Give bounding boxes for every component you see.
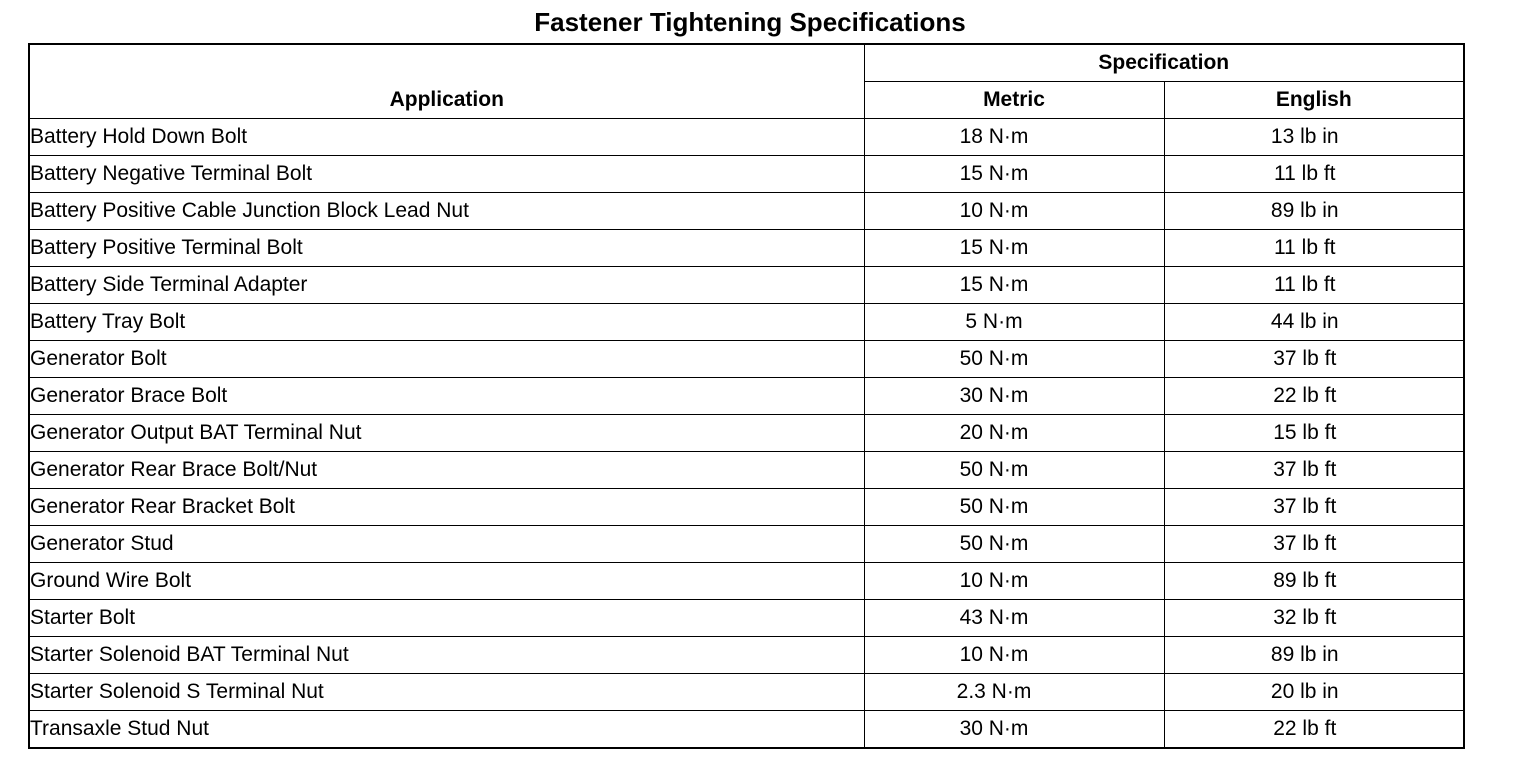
application-column-header: Application [29, 44, 864, 119]
table-body [29, 119, 1464, 749]
table-row [29, 267, 1464, 304]
application-cell: Starter Solenoid BAT Terminal Nut [29, 637, 864, 674]
metric-value-cell: 5 N·m [864, 304, 1164, 341]
metric-value-cell: 30 N·m [864, 711, 1164, 749]
table-row [29, 230, 1464, 267]
english-value-cell: 11 lb ft [1164, 156, 1464, 193]
english-value-cell: 89 lb in [1164, 193, 1464, 230]
english-value-cell: 44 lb in [1164, 304, 1464, 341]
metric-value-cell: 43 N·m [864, 600, 1164, 637]
table-row [29, 156, 1464, 193]
metric-value-cell: 50 N·m [864, 489, 1164, 526]
fastener-spec-table [28, 43, 1465, 749]
table-row [29, 563, 1464, 600]
english-value-cell: 22 lb ft [1164, 711, 1464, 749]
application-cell: Generator Stud [29, 526, 864, 563]
metric-value-cell: 15 N·m [864, 230, 1164, 267]
table-row [29, 600, 1464, 637]
application-cell: Battery Positive Cable Junction Block Lead Nut [29, 193, 864, 230]
metric-value-cell: 2.3 N·m [864, 674, 1164, 711]
table-row [29, 378, 1464, 415]
metric-value-cell: 10 N·m [864, 637, 1164, 674]
metric-value-cell: 30 N·m [864, 378, 1164, 415]
english-value-cell: 89 lb in [1164, 637, 1464, 674]
metric-column-header: Metric [864, 82, 1164, 119]
table-row [29, 304, 1464, 341]
english-value-cell: 15 lb ft [1164, 415, 1464, 452]
application-cell: Generator Output BAT Terminal Nut [29, 415, 864, 452]
metric-value-cell: 50 N·m [864, 526, 1164, 563]
metric-value-cell: 50 N·m [864, 341, 1164, 378]
english-value-cell: 22 lb ft [1164, 378, 1464, 415]
metric-value-cell: 18 N·m [864, 119, 1164, 156]
table-row [29, 341, 1464, 378]
application-cell: Battery Tray Bolt [29, 304, 864, 341]
table-row [29, 674, 1464, 711]
application-cell: Generator Bolt [29, 341, 864, 378]
application-cell: Starter Bolt [29, 600, 864, 637]
metric-value-cell: 50 N·m [864, 452, 1164, 489]
table-header [29, 44, 1464, 119]
application-cell: Generator Rear Bracket Bolt [29, 489, 864, 526]
english-value-cell: 37 lb ft [1164, 452, 1464, 489]
english-value-cell: 32 lb ft [1164, 600, 1464, 637]
application-cell: Battery Positive Terminal Bolt [29, 230, 864, 267]
table-row [29, 452, 1464, 489]
table-row [29, 637, 1464, 674]
table-row [29, 526, 1464, 563]
table-row [29, 489, 1464, 526]
english-value-cell: 20 lb in [1164, 674, 1464, 711]
application-cell: Generator Rear Brace Bolt/Nut [29, 452, 864, 489]
table-row [29, 415, 1464, 452]
english-value-cell: 37 lb ft [1164, 526, 1464, 563]
metric-value-cell: 15 N·m [864, 156, 1164, 193]
english-value-cell: 11 lb ft [1164, 267, 1464, 304]
english-value-cell: 37 lb ft [1164, 489, 1464, 526]
english-value-cell: 89 lb ft [1164, 563, 1464, 600]
metric-value-cell: 10 N·m [864, 563, 1164, 600]
header-row-top [29, 44, 1464, 82]
english-value-cell: 11 lb ft [1164, 230, 1464, 267]
specification-column-header: Specification [864, 44, 1464, 82]
table-row [29, 193, 1464, 230]
metric-value-cell: 20 N·m [864, 415, 1164, 452]
english-value-cell: 37 lb ft [1164, 341, 1464, 378]
application-cell: Ground Wire Bolt [29, 563, 864, 600]
table-row [29, 119, 1464, 156]
application-cell: Battery Negative Terminal Bolt [29, 156, 864, 193]
application-cell: Starter Solenoid S Terminal Nut [29, 674, 864, 711]
metric-value-cell: 15 N·m [864, 267, 1164, 304]
metric-value-cell: 10 N·m [864, 193, 1164, 230]
english-value-cell: 13 lb in [1164, 119, 1464, 156]
application-cell: Transaxle Stud Nut [29, 711, 864, 749]
page-title: Fastener Tightening Specifications [534, 7, 966, 37]
application-cell: Battery Hold Down Bolt [29, 119, 864, 156]
table-row [29, 711, 1464, 749]
english-column-header: English [1164, 82, 1464, 119]
application-cell: Battery Side Terminal Adapter [29, 267, 864, 304]
application-cell: Generator Brace Bolt [29, 378, 864, 415]
